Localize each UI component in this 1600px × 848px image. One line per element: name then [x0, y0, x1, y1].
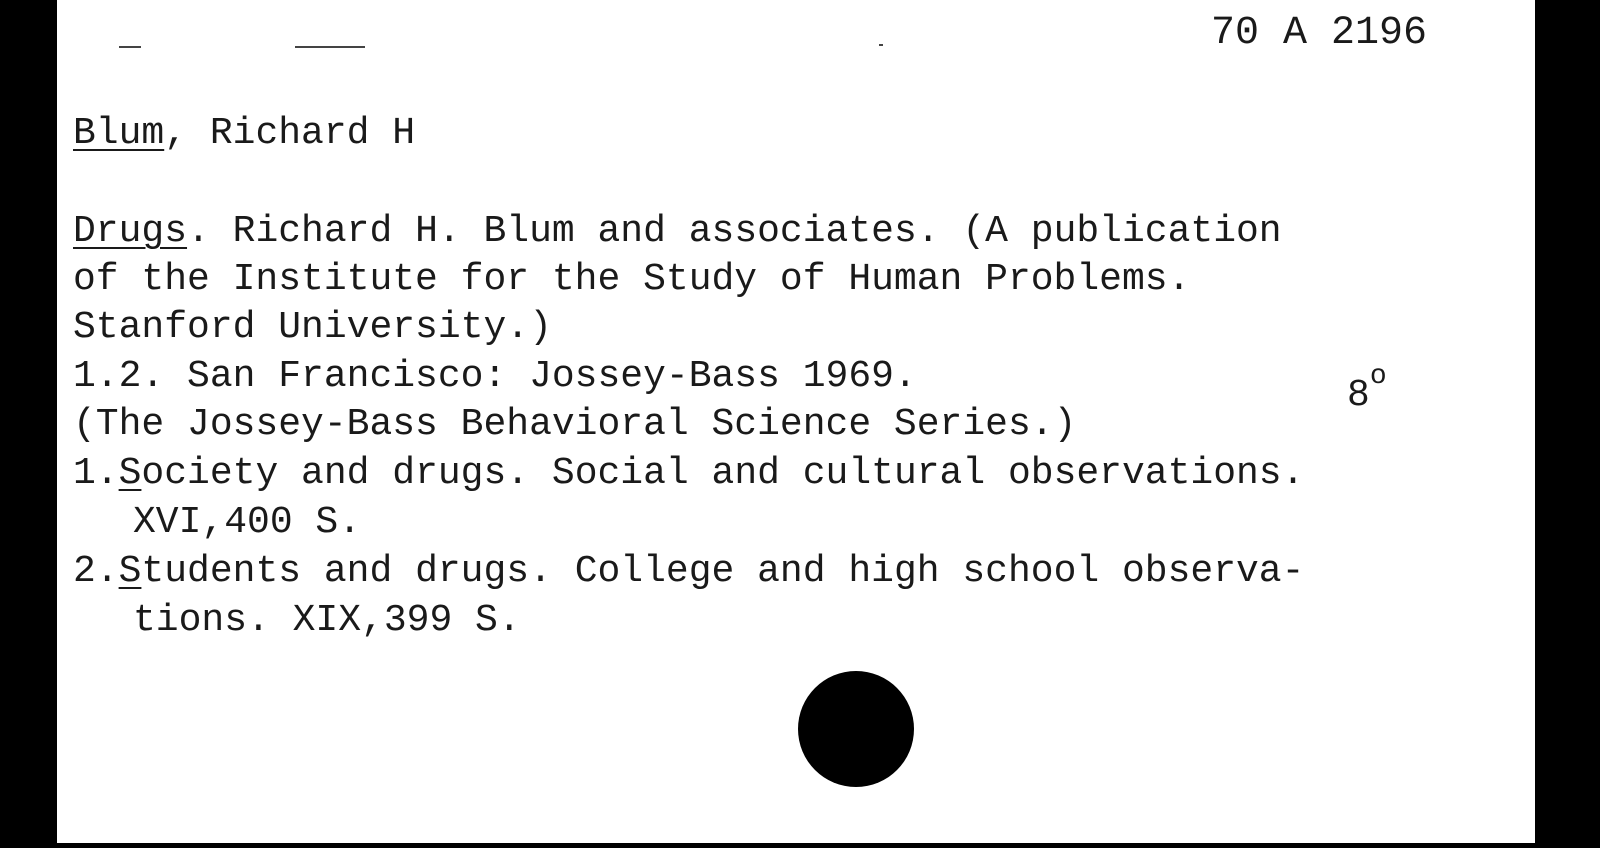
contents-pagination: XVI,400 S.	[133, 501, 362, 544]
contents-number: 2.	[73, 550, 119, 593]
series-statement: (The Jossey-Bass Behavioral Science Series.)	[73, 403, 1077, 446]
format-superscript: o	[1369, 361, 1387, 392]
contents-item	[73, 454, 1304, 494]
title-line-3: Stanford University.)	[73, 306, 552, 349]
author-surname: Blum	[73, 112, 165, 155]
title-line-1	[73, 212, 1282, 252]
title-rest: . Richard H. Blum and associates. (A publication	[187, 210, 1282, 253]
punch-hole	[798, 671, 914, 787]
card-mark	[295, 46, 365, 48]
catalog-card	[57, 0, 1535, 843]
imprint-line: 1.2. San Francisco: Jossey-Bass 1969.	[73, 355, 917, 398]
contents-number: 1.	[73, 452, 119, 495]
card-mark	[119, 46, 141, 48]
format-mark	[1347, 357, 1387, 416]
title-word: Drugs	[73, 210, 188, 253]
contents-first-letter: S	[118, 452, 142, 495]
author-given-names: Richard H	[187, 112, 416, 155]
contents-title: tudents and drugs. College and high school observa-	[141, 550, 1305, 593]
call-number: 70 A 2196	[1211, 11, 1428, 56]
author-heading	[73, 114, 415, 154]
format-value: 8	[1347, 374, 1370, 417]
author-separator: ,	[164, 112, 188, 155]
card-mark	[879, 44, 883, 46]
contents-title: ociety and drugs. Social and cultural observations.	[141, 452, 1305, 495]
contents-first-letter: S	[118, 550, 142, 593]
title-line-2: of the Institute for the Study of Human Problems.	[73, 258, 1191, 301]
contents-item	[73, 552, 1304, 592]
contents-pagination: tions. XIX,399 S.	[133, 599, 521, 642]
